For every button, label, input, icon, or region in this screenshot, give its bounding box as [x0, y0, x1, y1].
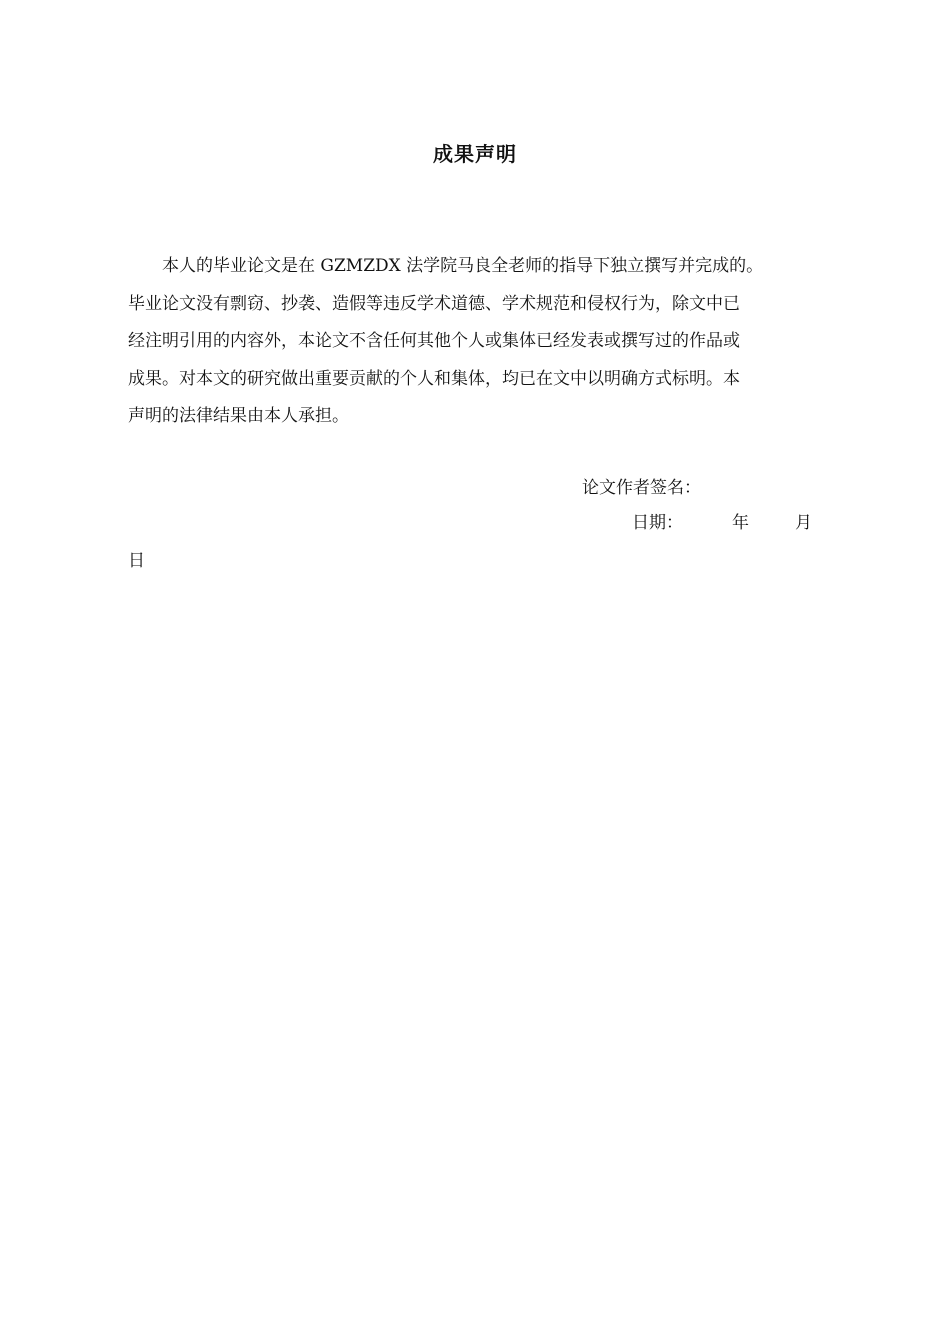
statement-line-4: 成果。对本文的研究做出重要贡献的个人和集体，均已在文中以明确方式标明。本 — [128, 369, 740, 389]
statement-line-5: 声明的法律结果由本人承担。 — [128, 406, 349, 426]
date-day-label: 日 — [128, 551, 145, 571]
author-signature-label: 论文作者签名： — [582, 478, 701, 498]
date-month-label: 月 — [795, 513, 812, 533]
statement-line-2: 毕业论文没有剽窃、抄袭、造假等违反学术道德、学术规范和侵权行为，除文中已 — [128, 294, 740, 314]
page-title: 成果声明 — [433, 142, 517, 166]
date-year-label: 年 — [732, 513, 749, 533]
statement-line-1: 本人的毕业论文是在 GZMZDX 法学院马良全老师的指导下独立撰写并完成的。 — [162, 256, 764, 276]
date-label: 日期： — [632, 513, 683, 533]
statement-line-3: 经注明引用的内容外，本论文不含任何其他个人或集体已经发表或撰写过的作品或 — [128, 331, 740, 351]
